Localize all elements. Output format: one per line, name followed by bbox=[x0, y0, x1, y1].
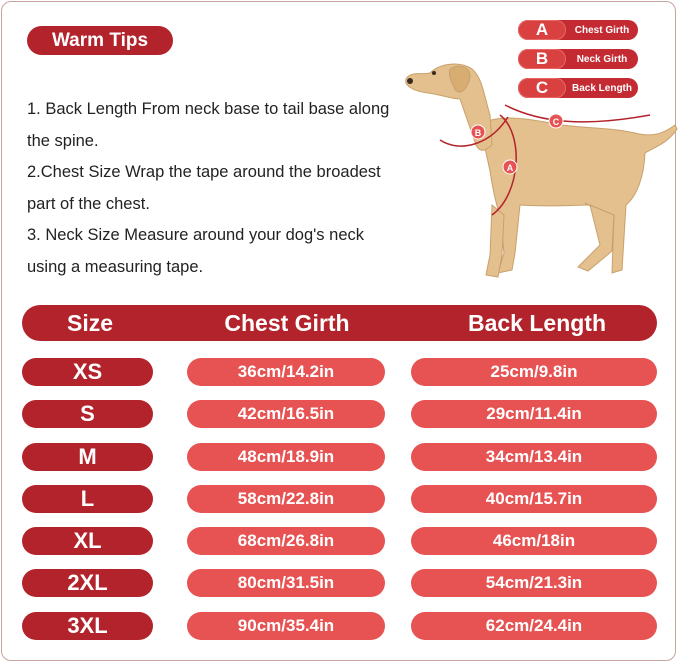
legend-label: Back Length bbox=[571, 82, 632, 94]
back-length-cell: 34cm/13.4in bbox=[411, 443, 657, 471]
marker-a-label: A bbox=[506, 163, 514, 173]
size-cell: S bbox=[22, 400, 153, 428]
legend-letter: A bbox=[518, 20, 566, 40]
header-size: Size bbox=[66, 310, 114, 336]
chest-girth-cell: 68cm/26.8in bbox=[187, 527, 385, 555]
back-length-cell: 62cm/24.4in bbox=[411, 612, 657, 640]
chest-girth-cell: 58cm/22.8in bbox=[187, 485, 385, 513]
marker-b-label: B bbox=[474, 128, 482, 138]
table-header bbox=[22, 305, 657, 341]
table-row bbox=[0, 569, 679, 599]
back-length-cell: 29cm/11.4in bbox=[411, 400, 657, 428]
size-cell: M bbox=[22, 443, 153, 471]
chest-girth-cell: 48cm/18.9in bbox=[187, 443, 385, 471]
size-cell: 2XL bbox=[22, 569, 153, 597]
warm-tips-badge: Warm Tips bbox=[27, 26, 173, 55]
legend-label: Neck Girth bbox=[576, 53, 628, 65]
size-cell: XL bbox=[22, 527, 153, 555]
header-back-length: Back Length bbox=[467, 310, 607, 336]
legend-label: Chest Girth bbox=[574, 24, 630, 36]
dog-eye bbox=[432, 71, 436, 75]
size-cell: 3XL bbox=[22, 612, 153, 640]
tip-chest-size: 2.Chest Size Wrap the tape around the broadest part of the chest. bbox=[27, 163, 381, 213]
dog-hind-leg bbox=[578, 205, 614, 271]
legend-letter: C bbox=[518, 78, 566, 98]
dog-illustration bbox=[400, 55, 678, 290]
legend-letter: B bbox=[518, 49, 566, 69]
back-length-cell: 25cm/9.8in bbox=[411, 358, 657, 386]
chest-girth-cell: 42cm/16.5in bbox=[187, 400, 385, 428]
chest-girth-cell: 90cm/35.4in bbox=[187, 612, 385, 640]
dog-body bbox=[480, 118, 677, 273]
back-length-cell: 40cm/15.7in bbox=[411, 485, 657, 513]
legend-item-chest-girth bbox=[518, 20, 638, 40]
table-row bbox=[0, 485, 679, 515]
size-cell: L bbox=[22, 485, 153, 513]
table-row bbox=[0, 612, 679, 642]
chest-girth-cell: 36cm/14.2in bbox=[187, 358, 385, 386]
table-row bbox=[0, 527, 679, 557]
marker-c-label: C bbox=[552, 117, 560, 127]
table-row bbox=[0, 443, 679, 473]
dog-nose bbox=[407, 78, 413, 84]
tip-neck-size: 3. Neck Size Measure around your dog's neck using a measuring tape. bbox=[27, 226, 364, 276]
tip-back-length: 1. Back Length From neck base to tail base along the spine. bbox=[27, 100, 390, 150]
tips-text bbox=[27, 94, 397, 283]
back-length-cell: 46cm/18in bbox=[411, 527, 657, 555]
header-chest-girth: Chest Girth bbox=[224, 310, 350, 336]
table-row bbox=[0, 358, 679, 388]
size-cell: XS bbox=[22, 358, 153, 386]
table-row bbox=[0, 400, 679, 430]
chest-girth-cell: 80cm/31.5in bbox=[187, 569, 385, 597]
back-length-cell: 54cm/21.3in bbox=[411, 569, 657, 597]
